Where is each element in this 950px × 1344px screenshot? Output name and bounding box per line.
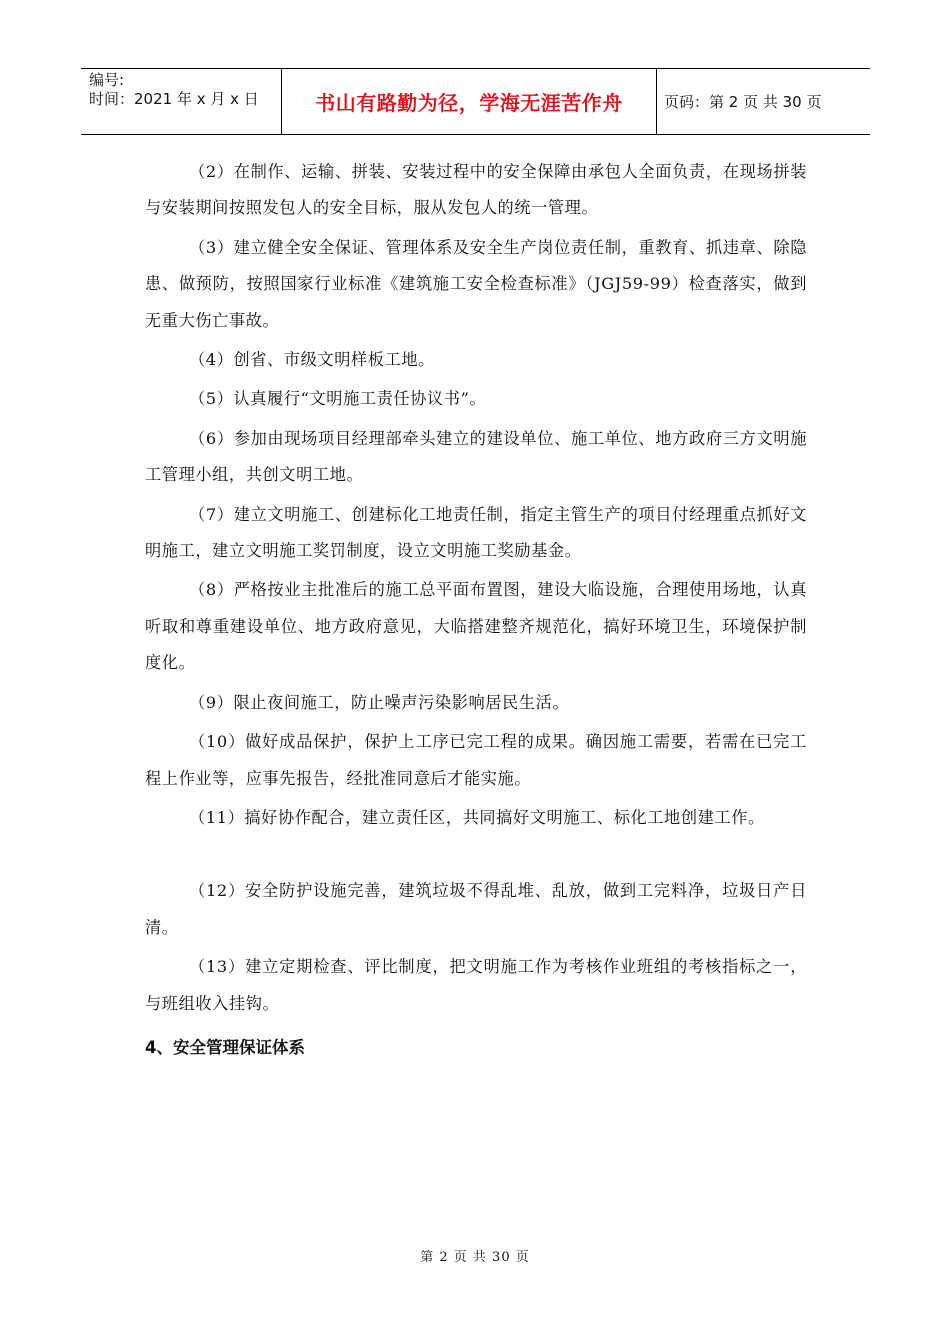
header-motto: 书山有路勤为径，学海无涯苦作舟 <box>282 69 657 134</box>
header-meta-cell <box>81 69 282 134</box>
paragraph-5: （5）认真履行“文明施工责任协议书”。 <box>189 389 487 409</box>
document-body <box>145 154 807 1066</box>
paragraph-12: （12）安全防护设施完善，建筑垃圾不得乱堆、乱放，做到工完料净，垃圾日产日清。 <box>145 881 807 937</box>
page-footer: 第 2 页 共 30 页 <box>420 1250 530 1265</box>
document-header <box>81 68 870 135</box>
section-heading: 4、安全管理保证体系 <box>145 1037 305 1057</box>
paragraph-9: （9）限止夜间施工，防止噪声污染影响居民生活。 <box>189 692 570 712</box>
paragraph-13: （13）建立定期检查、评比制度，把文明施工作为考核作业班组的考核指标之一，与班组收入挂钩。 <box>145 957 807 1013</box>
paragraph-3: （3）建立健全安全保证、管理体系及安全生产岗位责任制，重教育、抓违章、除隐患、做预防，按照国家行业标准《建筑施工安全检查标准》（JGJ59-99）检查落实，做到无重大伤亡事故。 <box>145 237 807 330</box>
paragraph-7: （7）建立文明施工、创建标化工地责任制，指定主管生产的项目付经理重点抓好文明施工，建立文明施工奖罚制度，设立文明施工奖励基金。 <box>145 504 807 561</box>
paragraph-10: （10）做好成品保护，保护上工序已完工程的成果。确因施工需要，若需在已完工程上作业等，应事先报告，经批准同意后才能实施。 <box>145 732 807 788</box>
paragraph-2: （2）在制作、运输、拼装、安装过程中的安全保障由承包人全面负责，在现场拼装与安装期间按照发包人的安全目标，服从发包人的统一管理。 <box>145 162 807 218</box>
document-time-label: 时间：2021 年 x 月 x 日 <box>89 90 259 108</box>
paragraph-6: （6）参加由现场项目经理部牵头建立的建设单位、施工单位、地方政府三方文明施工管理小组，共创文明工地。 <box>145 428 807 485</box>
paragraph-8: （8）严格按业主批准后的施工总平面布置图，建设大临设施，合理使用场地，认真听取和尊重建设单位、地方政府意见，大临搭建整齐规范化，搞好环境卫生，环境保护制度化。 <box>145 580 807 673</box>
header-page-label: 页码：第 2 页 共 30 页 <box>664 93 822 111</box>
paragraph-4: （4）创省、市级文明样板工地。 <box>189 350 435 370</box>
paragraph-gap <box>145 839 807 873</box>
document-number-label: 编号: <box>89 71 125 89</box>
paragraph-11: （11）搞好协作配合，建立责任区，共同搞好文明施工、标化工地创建工作。 <box>189 807 765 827</box>
